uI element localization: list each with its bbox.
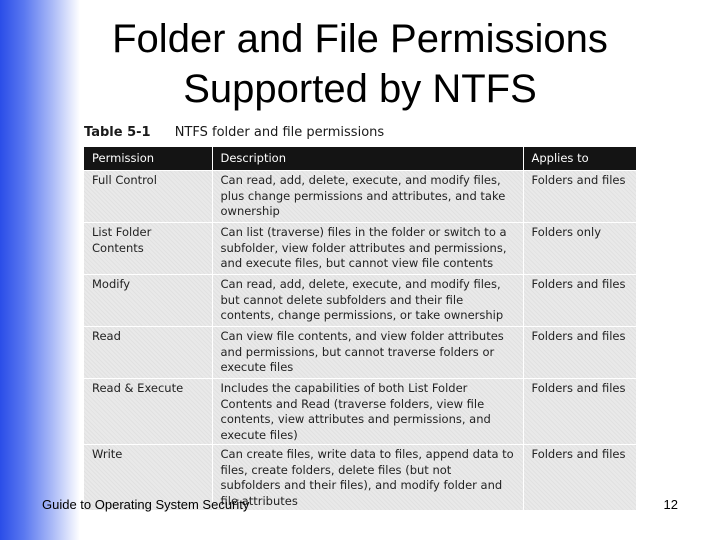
permission-cell: Write (84, 445, 212, 511)
applies-to-cell: Folders and files (523, 275, 636, 327)
permission-cell: Read (84, 327, 212, 379)
permission-cell: List Folder Contents (84, 223, 212, 275)
permissions-table (84, 147, 636, 510)
applies-to-cell: Folders and files (523, 171, 636, 223)
description-cell: Includes the capabilities of both List Folder Contents and Read (traverse folders, view file contents, view attributes and permissions, and execute files) (212, 379, 523, 445)
applies-to-cell: Folders and files (523, 327, 636, 379)
header-permission: Permission (84, 147, 212, 171)
table-caption (84, 125, 384, 140)
applies-to-cell: Folders only (523, 223, 636, 275)
description-cell: Can view file contents, and view folder attributes and permissions, but cannot traverse folders or execute files (212, 327, 523, 379)
applies-to-cell: Folders and files (523, 445, 636, 511)
table-row (84, 171, 636, 223)
table-header-row (84, 147, 636, 171)
table-row (84, 275, 636, 327)
header-description: Description (212, 147, 523, 171)
table-caption-text: NTFS folder and file permissions (174, 125, 385, 140)
header-applies-to: Applies to (523, 147, 636, 171)
slide-title-line-1: Folder and File Permissions (112, 17, 608, 61)
description-cell: Can read, add, delete, execute, and modify files, but cannot delete subfolders and their file contents, change permissions, or take ownership (212, 275, 523, 327)
description-cell: Can create files, write data to files, append data to files, create folders, delete files (but not subfolders and their files), and modify folder and file attributes (212, 445, 523, 511)
table-row (84, 327, 636, 379)
table-row (84, 379, 636, 445)
table-caption-number: Table 5-1 (84, 125, 151, 140)
footer-course-title: Guide to Operating System Security (42, 497, 250, 512)
description-cell: Can list (traverse) files in the folder or switch to a subfolder, view folder attributes and permissions, and execute files, but cannot view file contents (212, 223, 523, 275)
slide-title (0, 14, 720, 114)
table-row (84, 223, 636, 275)
applies-to-cell: Folders and files (523, 379, 636, 445)
footer-page-number: 12 (663, 497, 678, 512)
permission-cell: Read & Execute (84, 379, 212, 445)
description-cell: Can read, add, delete, execute, and modify files, plus change permissions and attributes, and take ownership (212, 171, 523, 223)
slide-title-line-2: Supported by NTFS (183, 67, 537, 111)
permission-cell: Full Control (84, 171, 212, 223)
permission-cell: Modify (84, 275, 212, 327)
